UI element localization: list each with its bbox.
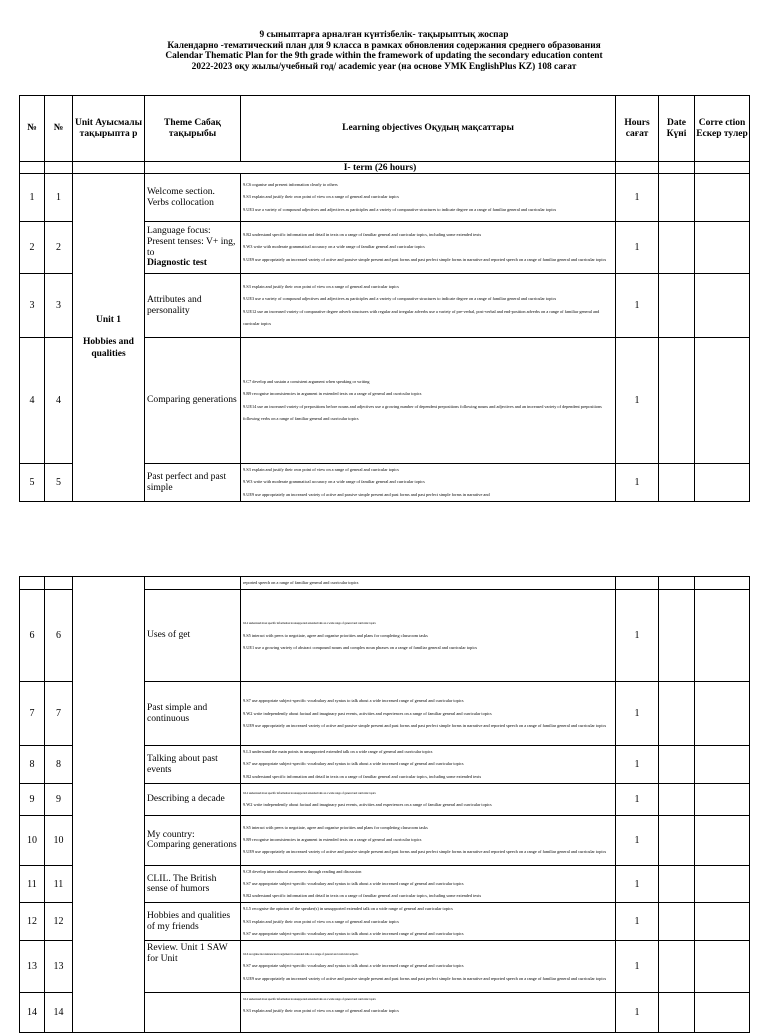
term-label: I- term (26 hours): [145, 162, 616, 174]
col-objectives: Learning objectives Оқудың мақсаттары: [241, 96, 616, 162]
unit-title: Hobbies and qualities: [83, 337, 134, 359]
row-number: 10: [20, 815, 45, 865]
col-correction: Corre ction Ескер тулер: [695, 96, 750, 162]
correction-cell: [695, 903, 750, 941]
theme-cell: Comparing generations: [145, 338, 241, 464]
objective-line: 9.L3 understand the main points in unsupported extended talk on a wide range of general and curricular topics: [243, 749, 433, 755]
objective-line: 9.W2 write independently about factual and imaginary past events, activities and experiences on a range of familiar general and curricular topics: [243, 802, 492, 808]
theme-text: Language focus: Present tenses: V+ ing, to: [147, 225, 236, 258]
date-cell: [659, 941, 695, 993]
objective-line: 9.UE9 use appropriately an increased variety of active and passive simple present and past forms and past perfect simple forms in narrative and reported speech on a range of familiar general and curricular topics: [243, 975, 607, 981]
row-number: 2: [20, 222, 45, 274]
objectives-cell: [241, 993, 616, 1033]
col-no-2: №: [45, 96, 73, 162]
row-number: 9: [20, 783, 45, 815]
col-date: Date Күні: [659, 96, 695, 162]
row-number: 8: [20, 746, 45, 784]
date-cell: [659, 865, 695, 903]
hours-cell: 1: [616, 174, 659, 222]
hours-cell: 1: [616, 222, 659, 274]
date-cell: [659, 783, 695, 815]
row-number: 6: [20, 590, 45, 682]
lesson-number: 10: [45, 815, 73, 865]
correction-cell: [695, 464, 750, 502]
objective-line: 9.S7 use appropriate subject-specific vocabulary and syntax to talk about a wide increased range of general and curricular topics: [243, 930, 464, 936]
unit-cell-continued: [73, 577, 145, 1033]
objective-line: 9.L2 understand most specific information in unsupported extended talk on a wide range of general and curricular topics: [243, 997, 376, 1002]
lesson-number: 13: [45, 941, 73, 993]
lesson-number: 12: [45, 903, 73, 941]
objective-line: 9.L2 understand most specific information in unsupported extended talk on a wide range of general and curricular topics: [243, 621, 376, 626]
correction-cell: [695, 222, 750, 274]
hours-cell: 1: [616, 746, 659, 784]
title-line-3: Calendar Thematic Plan for the 9th grade within the framework of updating the secondary education content: [165, 51, 603, 62]
row-number: 7: [20, 682, 45, 746]
objectives-cell: [241, 682, 616, 746]
date-cell: [659, 174, 695, 222]
objective-line: 9.S3 explain and justify their own point of view on a range of general and curricular topics: [243, 1008, 399, 1014]
correction-cell: [695, 783, 750, 815]
plan-table-page-1: [19, 95, 750, 502]
hours-cell: 1: [616, 815, 659, 865]
plan-table-page-2: [19, 576, 750, 1033]
objectives-cell: [241, 746, 616, 784]
title-line-1: 9 сыныптарға арналған күнтізбелік- тақырыптық жоспар: [259, 30, 509, 40]
title-line-2: Календарно -тематический план для 9 класса в рамках обновления содержания среднего образования: [167, 40, 601, 51]
row-number: 4: [20, 338, 45, 464]
date-cell: [659, 338, 695, 464]
objective-line: 9.W3 write with moderate grammatical accuracy on a wide range of familiar general and curricular topics: [243, 479, 425, 485]
lesson-number: 9: [45, 783, 73, 815]
row-number: 13: [20, 941, 45, 993]
objective-line: 9.UE1 use a growing variety of abstract compound nouns and complex noun phrases on a range of familiar general and curricular topics: [243, 644, 478, 650]
objective-line: 9.UE12 use an increased variety of comparative degree adverb structures with regular and irregular adverbs use a variety of pre-verbal, post-verbal and end-position adverbs on a range of familiar general and curricular topics: [243, 308, 600, 326]
theme-cell: [145, 577, 241, 590]
objectives-cell: [241, 815, 616, 865]
row-number: 14: [20, 993, 45, 1033]
objective-line: 9.S5 interact with peers to negotiate, agree and organise priorities and plans for completing classroom tasks: [243, 825, 428, 830]
unit-number: Unit 1: [95, 314, 122, 325]
theme-cell: Hobbies and qualities of my friends: [145, 903, 241, 941]
objective-line: 9.R9 recognise inconsistencies in argument in extended texts on a range of general and curricular topics: [243, 837, 422, 843]
objective-line: 9.W2 write independently about factual and imaginary past events, activities and experiences on a range of familiar general and curricular topics: [243, 710, 492, 716]
row-number: 3: [20, 274, 45, 338]
date-cell: [659, 464, 695, 502]
objective-line: 9.W3 write with moderate grammatical accuracy on a wide range of familiar general and curricular topics: [243, 244, 425, 250]
objective-line: 9.S3 explain and justify their own point of view on a range of general and curricular topics: [243, 284, 399, 290]
title-line-4: 2022-2023 оқу жылы/учебный год/ academic year (на основе УМК EnglishPlus KZ) 108 сағат: [191, 61, 577, 72]
table-row: [20, 174, 750, 222]
objective-line: 9.C8 develop intercultural awareness through reading and discussion: [243, 868, 362, 874]
theme-cell: Talking about past events: [145, 746, 241, 784]
table-row-continuation: [20, 577, 750, 590]
theme-cell: [145, 993, 241, 1033]
correction-cell: [695, 993, 750, 1033]
lesson-number: 11: [45, 865, 73, 903]
objectives-cell: [241, 464, 616, 502]
date-cell: [659, 222, 695, 274]
objectives-cell: [241, 941, 616, 993]
hours-cell: 1: [616, 590, 659, 682]
objective-line: 9.C7 develop and sustain a consistent argument when speaking or writing: [243, 379, 370, 385]
hours-cell: 1: [616, 903, 659, 941]
col-no-1: №: [20, 96, 45, 162]
correction-cell: [695, 338, 750, 464]
correction-cell: [695, 746, 750, 784]
theme-bold-text: Diagnostic test: [147, 257, 207, 269]
hours-cell: 1: [616, 993, 659, 1033]
theme-cell: Past perfect and past simple: [145, 464, 241, 502]
objective-line: 9.UE9 use appropriately an increased variety of active and passive simple present and past forms and past perfect simple forms in narrative and reported speech on a range of familiar general and curricular topics: [243, 722, 607, 728]
objective-line: 9.S3 explain and justify their own point of view on a range of general and curricular topics: [243, 467, 399, 473]
lesson-number: 2: [45, 222, 73, 274]
hours-cell: 1: [616, 865, 659, 903]
correction-cell: [695, 865, 750, 903]
theme-cell: Review. Unit 1 SAW for Unit: [145, 941, 241, 993]
date-cell: [659, 903, 695, 941]
hours-cell: 1: [616, 941, 659, 993]
objective-line: 9.C6 organise and present information clearly to others: [243, 182, 338, 188]
theme-cell: Uses of get: [145, 590, 241, 682]
date-cell: [659, 746, 695, 784]
row-number: 11: [20, 865, 45, 903]
row-number: 5: [20, 464, 45, 502]
lesson-number: 3: [45, 274, 73, 338]
lesson-number: 5: [45, 464, 73, 502]
date-cell: [659, 590, 695, 682]
correction-cell: [695, 274, 750, 338]
col-unit: Unit Ауысмалы тақырыпта р: [73, 96, 145, 162]
theme-cell: Past simple and continuous: [145, 682, 241, 746]
objective-line: 9.S7 use appropriate subject-specific vocabulary and syntax to talk about a wide increased range of general and curricular topics: [243, 698, 464, 704]
objective-line: 9.UE3 use a variety of compound adjectives and adjectives as participles and a variety of comparative structures to indicate degree on a range of familiar general and curricular topics: [243, 296, 557, 302]
theme-cell: Describing a decade: [145, 783, 241, 815]
objectives-cell: [241, 174, 616, 222]
objective-line: reported speech on a range of familiar general and curricular topics: [243, 580, 359, 585]
objective-line: 9.UE9 use appropriately an increased variety of active and passive simple present and past forms and past perfect simple forms in narrative and reported speech on a range of familiar general and curricular topics: [243, 849, 607, 855]
theme-cell: CLIL. The British sense of humors: [145, 865, 241, 903]
document-header: [0, 30, 768, 72]
theme-cell: Welcome section. Verbs collocation: [145, 174, 241, 222]
lesson-number: 6: [45, 590, 73, 682]
objective-line: 9.R2 understand specific information and detail in texts on a range of familiar general and curricular topics, including some extended texts: [243, 773, 482, 779]
hours-cell: 1: [616, 783, 659, 815]
objective-line: 9.L2 understand most specific information in unsupported extended talk on a wide range of general and curricular topics: [243, 791, 376, 796]
objectives-cell: [241, 783, 616, 815]
objectives-cell: [241, 590, 616, 682]
correction-cell: [695, 174, 750, 222]
objective-line: 9.UE9 use appropriately an increased variety of active and passive simple present and past forms and past perfect simple forms in narrative and reported speech on a range of familiar general and curricular topics: [243, 256, 607, 262]
objective-line: 9.R2 understand specific information and detail in texts on a range of familiar general and curricular topics, including some extended texts: [243, 232, 482, 238]
objectives-cell: [241, 222, 616, 274]
date-cell: [659, 993, 695, 1033]
lesson-number: 7: [45, 682, 73, 746]
objective-line: 9.S3 explain and justify their own point of view on a range of general and curricular topics: [243, 194, 399, 200]
row-number: 12: [20, 903, 45, 941]
objective-line: 9.UE3 use a variety of compound adjectives and adjectives as participles and a variety of comparative structures to indicate degree on a range of familiar general and curricular topics: [243, 206, 557, 212]
objective-line: 9.S7 use appropriate subject-specific vocabulary and syntax to talk about a wide increased range of general and curricular topics: [243, 963, 464, 969]
hours-cell: 1: [616, 338, 659, 464]
unit-cell: [73, 174, 145, 502]
lesson-number: 1: [45, 174, 73, 222]
objective-line: 9.UE14 use an increased variety of prepositions before nouns and adjectives use a growing number of dependent prepositions following nouns and adjectives and an increased variety of dependent prepositions following verbs on a range of familiar general and curricular topics: [243, 403, 602, 421]
objective-line: 9.S7 use appropriate subject-specific vocabulary and syntax to talk about a wide increased range of general and curricular topics: [243, 881, 464, 887]
hours-cell: 1: [616, 274, 659, 338]
hours-cell: 1: [616, 464, 659, 502]
objectives-cell: [241, 274, 616, 338]
objectives-cell: [241, 577, 616, 590]
date-cell: [659, 815, 695, 865]
objectives-cell: [241, 338, 616, 464]
objective-line: 9.S3 explain and justify their own point of view on a range of general and curricular topics: [243, 918, 399, 924]
theme-cell: [145, 222, 241, 274]
objective-line: 9.L6 recognise inconsistencies in argument in extended talk on a range of general and curricular subjects: [243, 952, 359, 957]
lesson-number: 8: [45, 746, 73, 784]
objectives-cell: [241, 903, 616, 941]
objective-line: 9.R9 recognise inconsistencies in argument in extended texts on a range of general and curricular topics: [243, 391, 422, 397]
objective-line: 9.S7 use appropriate subject-specific vocabulary and syntax to talk about a wide increased range of general and curricular topics: [243, 761, 464, 767]
hours-cell: 1: [616, 682, 659, 746]
date-cell: [659, 682, 695, 746]
objective-line: 9.S5 interact with peers to negotiate, agree and organise priorities and plans for completing classroom tasks: [243, 632, 428, 638]
lesson-number: 14: [45, 993, 73, 1033]
objective-line: 9.UE9 use appropriately an increased variety of active and passive simple present and past forms and past perfect simple forms in narrative and: [243, 491, 490, 497]
objective-line: 9.R2 understand specific information and detail in texts on a range of familiar general and curricular topics, including some extended texts: [243, 893, 482, 899]
objectives-cell: [241, 865, 616, 903]
col-hours: Hours сағат: [616, 96, 659, 162]
theme-cell: My country: Comparing generations: [145, 815, 241, 865]
term-row: [20, 162, 750, 174]
theme-cell: Attributes and personality: [145, 274, 241, 338]
col-theme: Theme Сабақ тақырыбы: [145, 96, 241, 162]
correction-cell: [695, 682, 750, 746]
lesson-number: 4: [45, 338, 73, 464]
header-row: [20, 96, 750, 162]
correction-cell: [695, 941, 750, 993]
objective-line: 9.L5 recognise the opinion of the speaker(s) in unsupported extended talk on a wide range of general and curricular topics: [243, 906, 453, 912]
row-number: 1: [20, 174, 45, 222]
correction-cell: [695, 815, 750, 865]
correction-cell: [695, 590, 750, 682]
date-cell: [659, 274, 695, 338]
